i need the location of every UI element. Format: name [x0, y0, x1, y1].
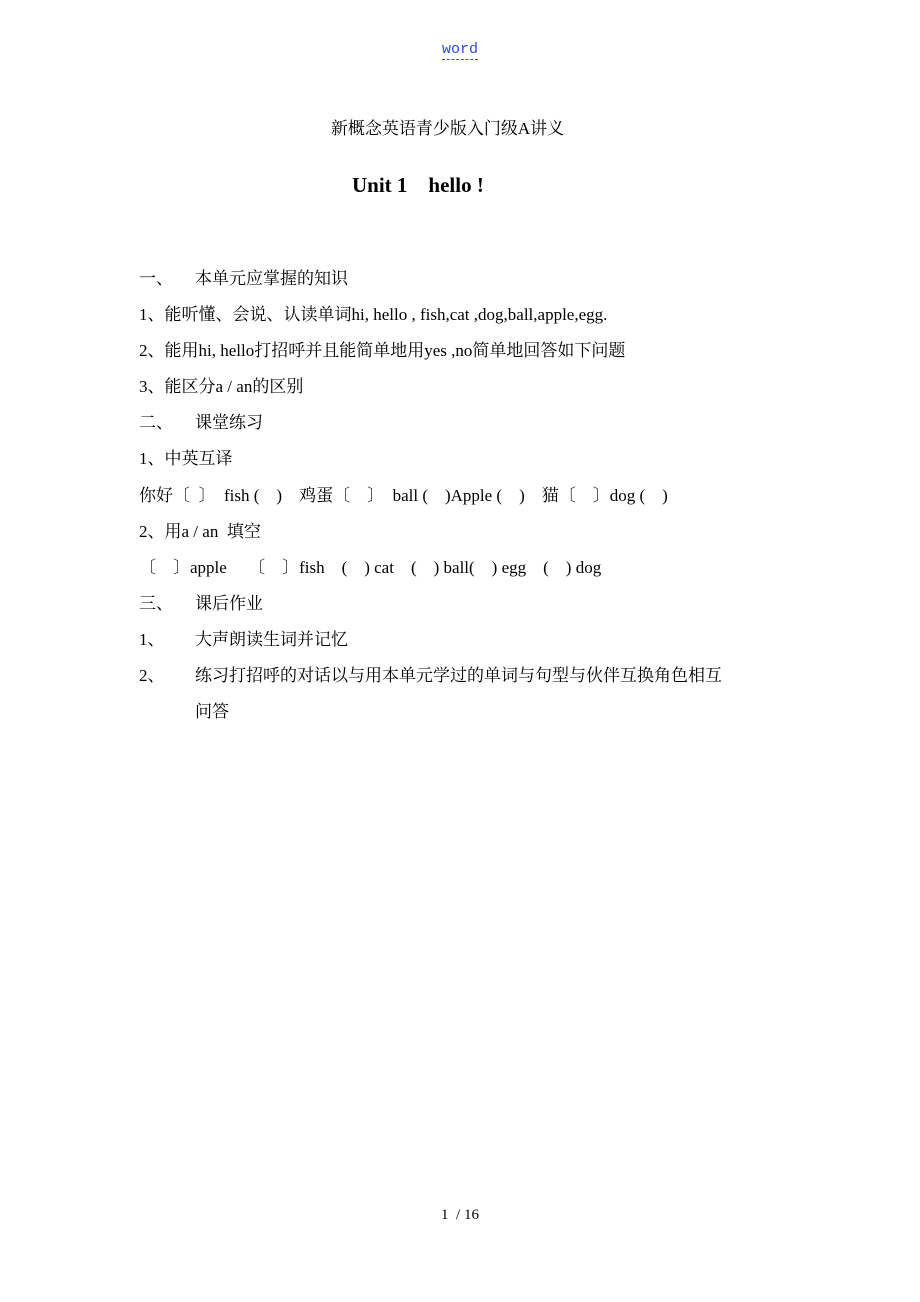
document-title: 新概念英语青少版入门级A讲义 [330, 119, 565, 138]
section3-number: 三、 [139, 594, 173, 613]
section1-number: 一、 [139, 269, 173, 288]
section1-item-3: 3、能区分a / an的区别 [139, 377, 304, 396]
exercise1-line: 你好〔 〕 fish ( ) 鸡蛋〔 〕 ball ( )Apple ( ) 猫〔 〕dog ( ) [139, 486, 668, 505]
homework-item-2-text-continued: 问答 [195, 702, 229, 721]
exercise2-line: 〔 〕apple 〔 〕fish ( ) cat ( ) ball( ) egg ( ) dog [139, 558, 602, 577]
homework-item-2-number: 2、 [139, 666, 165, 685]
homework-item-1-number: 1、 [139, 630, 165, 649]
exercise1-title: 1、中英互译 [139, 449, 233, 468]
section1-item-1: 1、能听懂、会说、认读单词hi, hello , fish,cat ,dog,ball,apple,egg. [139, 305, 608, 324]
section1-item-2: 2、能用hi, hello打招呼并且能简单地用yes ,no简单地回答如下问题 [139, 341, 626, 360]
section2-number: 二、 [139, 413, 173, 432]
section3-heading: 课后作业 [195, 594, 263, 613]
homework-item-2-text: 练习打招呼的对话以与用本单元学过的单词与句型与伙伴互换角色相互 [195, 666, 722, 685]
section1-heading: 本单元应掌握的知识 [195, 269, 348, 288]
homework-item-1-text: 大声朗读生词并记忆 [195, 630, 348, 649]
page-number: 1 / 16 [441, 1207, 479, 1223]
header-link-text[interactable]: word [441, 41, 478, 58]
section2-heading: 课堂练习 [195, 413, 263, 432]
exercise2-title: 2、用a / an 填空 [139, 522, 261, 541]
unit-title: Unit 1 hello ! [352, 173, 484, 197]
header-word-link[interactable] [0, 41, 920, 58]
